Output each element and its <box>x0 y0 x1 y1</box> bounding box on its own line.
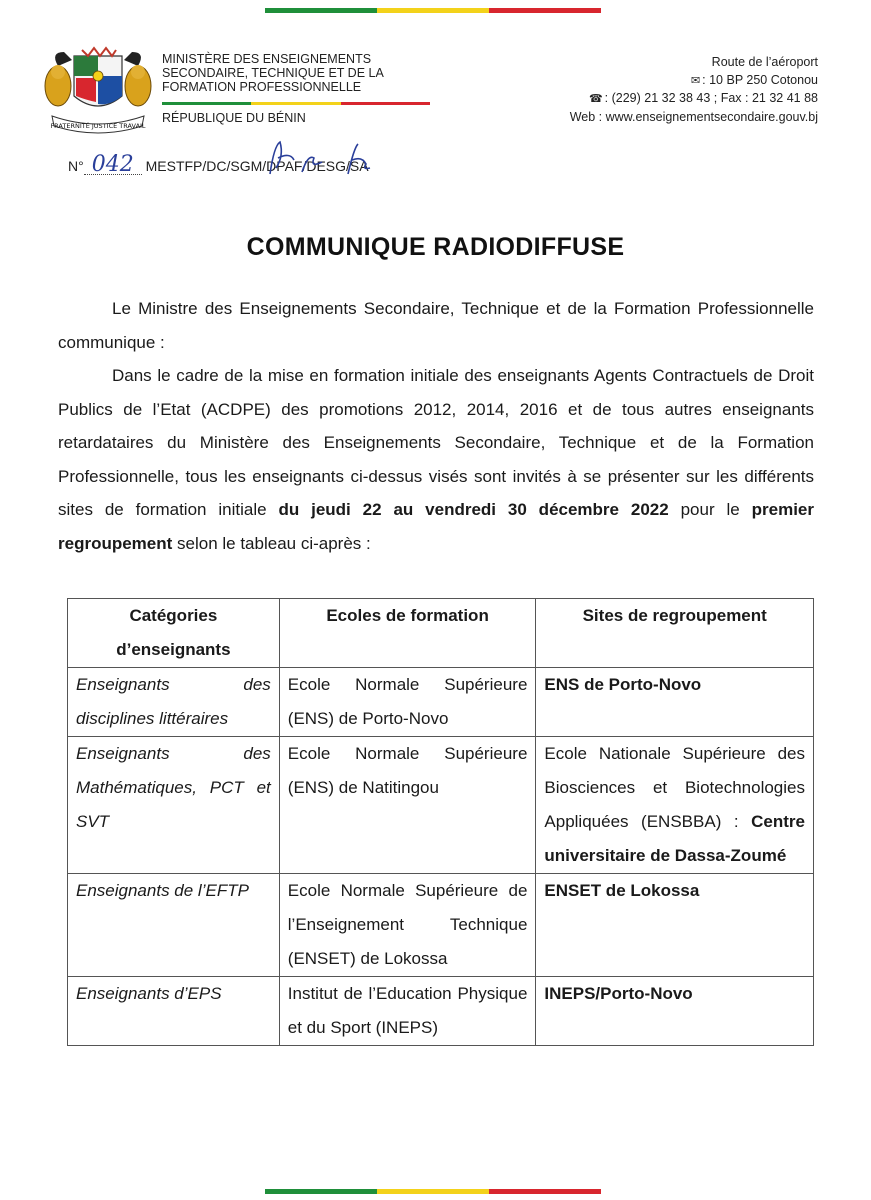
flag-stripe-bottom <box>265 1189 601 1194</box>
schedule-table <box>67 598 814 1046</box>
reference-handwritten-number: 042 <box>84 156 142 175</box>
reference-number: N° 042 MESTFP/DC/SGM/DPAF/DESG/SA <box>68 152 369 177</box>
column-header-school: Ecoles de formation <box>279 599 536 668</box>
table-header-row <box>68 599 814 668</box>
table-cell-site: ENS de Porto-Novo <box>536 668 814 737</box>
table-cell-school: Institut de l’Education Physique et du Sport (INEPS) <box>279 977 536 1046</box>
table-row <box>68 737 814 874</box>
ministry-name <box>162 52 384 94</box>
table-cell-school: Ecole Normale Supérieure (ENS) de Natitingou <box>279 737 536 874</box>
table-cell-school: Ecole Normale Supérieure (ENS) de Porto-Novo <box>279 668 536 737</box>
table-cell-category: Enseignants des Mathématiques, PCT et SVT <box>68 737 280 874</box>
reference-code: MESTFP/DC/SGM/DPAF/DESG/SA <box>145 158 369 174</box>
phone-icon: ☎ <box>588 93 603 105</box>
table-cell-site: ENSET de Lokossa <box>536 874 814 977</box>
paragraph-intro: Le Ministre des Enseignements Secondaire, Technique et de la Formation Professionnelle communique : <box>58 299 814 352</box>
table-cell-category: Enseignants des disciplines littéraires <box>68 668 280 737</box>
communique-body <box>58 292 814 560</box>
svg-text:FRATERNITÉ JUSTICE TRAVAIL: FRATERNITÉ JUSTICE TRAVAIL <box>50 122 146 130</box>
contact-block <box>570 54 818 126</box>
ministry-flag-divider <box>162 102 430 105</box>
date-range: du jeudi 22 au vendredi 30 décembre 2022 <box>278 500 669 519</box>
coat-of-arms-icon <box>42 46 154 138</box>
ministry-line-2: SECONDAIRE, TECHNIQUE ET DE LA <box>162 66 384 80</box>
table-row <box>68 977 814 1046</box>
ministry-line-1: MINISTÈRE DES ENSEIGNEMENTS <box>162 52 372 66</box>
contact-phone: ☎ : (229) 21 32 38 43 ; Fax : 21 32 41 88 <box>588 91 818 105</box>
page-title: COMMUNIQUE RADIODIFFUSE <box>246 233 625 261</box>
column-header-category: Catégories d’enseignants <box>68 599 280 668</box>
mailbox-icon: ✉ <box>690 74 701 87</box>
republic-name: RÉPUBLIQUE DU BÉNIN <box>162 111 306 125</box>
contact-po-box: ✉ : 10 BP 250 Cotonou <box>690 72 818 87</box>
ministry-line-3: FORMATION PROFESSIONNELLE <box>162 80 362 94</box>
table-cell-site: Ecole Nationale Supérieure des Biosciences et Biotechnologies Appliquées (ENSBBA) : Centre universitaire de Dassa-Zoumé <box>536 737 814 874</box>
regroupement-label: premier regroupement <box>58 500 814 553</box>
table-cell-school: Ecole Normale Supérieure de l’Enseignement Technique (ENSET) de Lokossa <box>279 874 536 977</box>
paragraph-details: Dans le cadre de la mise en formation initiale des enseignants Agents Contractuels de Droit Publics de l’Etat (ACDPE) des promotions 2012, 2014, 2016 et de tous autres enseignants retardataires du Ministère des Enseignements Secondaire, Technique et de la Formation Professionnelle, tous les enseignants ci-dessus visés sont invités à se présenter sur les différents sites de formation initiale du jeudi 22 au vendredi 30 décembre 2022 pour le premier regroupement selon le tableau ci-après : <box>58 366 814 553</box>
handwritten-initials-icon <box>250 138 390 178</box>
flag-stripe-top <box>265 8 601 13</box>
table-row <box>68 874 814 977</box>
table-cell-category: Enseignants d’EPS <box>68 977 280 1046</box>
column-header-site: Sites de regroupement <box>536 599 814 668</box>
table-cell-site: INEPS/Porto-Novo <box>536 977 814 1046</box>
contact-web: Web : www.enseignementsecondaire.gouv.bj <box>569 109 818 124</box>
table-row <box>68 668 814 737</box>
contact-address: Route de l’aéroport <box>711 55 818 69</box>
table-cell-category: Enseignants de l’EFTP <box>68 874 280 977</box>
